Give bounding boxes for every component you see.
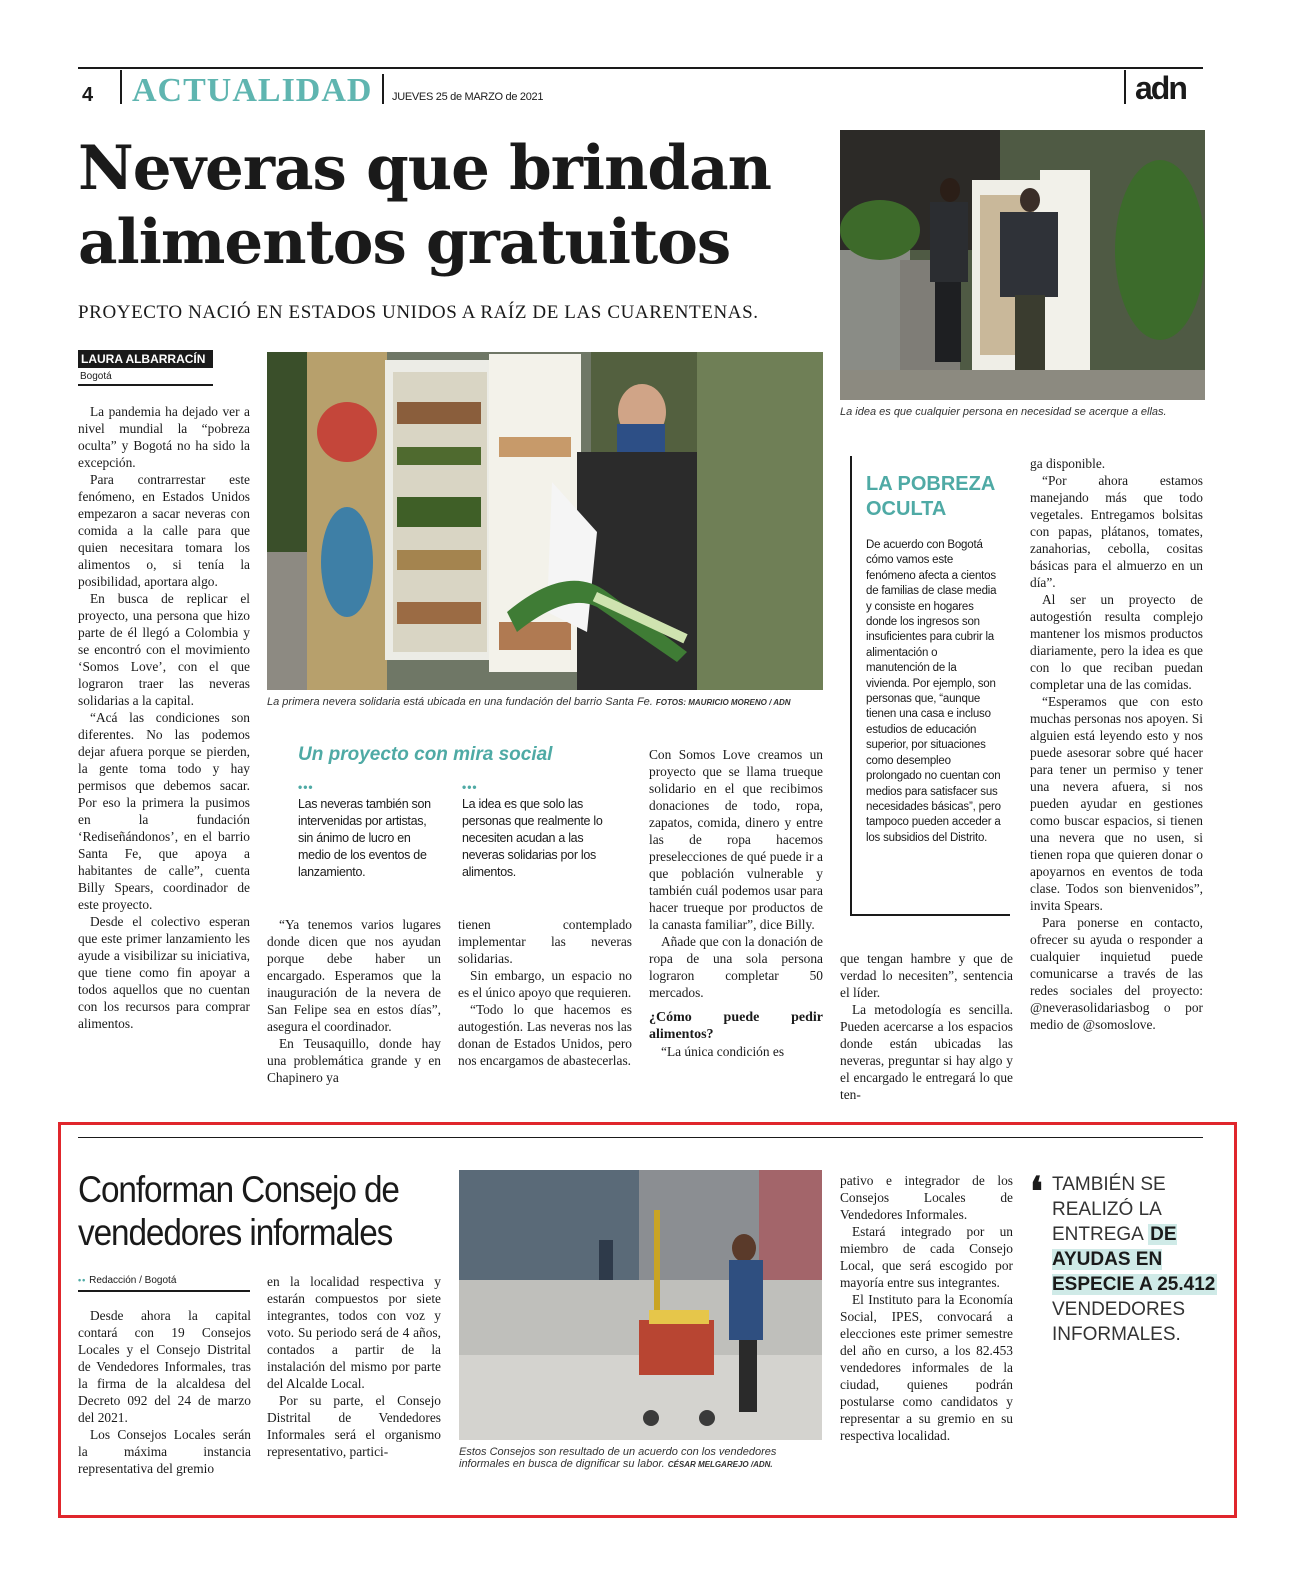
paragraph: “Ya tenemos varios lugares donde dicen que nos ayudan porque debe haber un encargado. Esperamos que la inauguración de la nevera de San Felipe sea en estos días”, asegura el coordinador. bbox=[267, 917, 441, 1034]
paragraph: “La única condición es bbox=[661, 1044, 785, 1059]
byline-author: LAURA ALBARRACÍN bbox=[78, 350, 213, 368]
vendor-photo-illustration bbox=[459, 1170, 822, 1440]
paragraph: La metodología es sencilla. Pueden acercarse a los espacios donde están ubicadas las neveras, preguntar si hay algo y el encargado le entregará lo que ten- bbox=[840, 1002, 1013, 1102]
photo-credit: CÉSAR MELGAREJO /ADN. bbox=[667, 1460, 773, 1469]
paragraph: El Instituto para la Economía Social, IPES, convocará a elecciones este primer semestre del año en curso, a los 82.453 vendedores informales de la ciudad, quienes podrán postularse como candidatos y representar a su gremio en su respectiva localidad. bbox=[840, 1292, 1013, 1443]
paragraph: Los Consejos Locales serán la máxima instancia representativa del gremio bbox=[78, 1427, 251, 1476]
fact-bullet: ••• bbox=[298, 780, 314, 794]
paragraph: Por su parte, el Consejo Distrital de Vendedores Informales será el organismo representativo, partici- bbox=[267, 1393, 441, 1459]
photo-credit: FOTOS: MAURICIO MORENO / ADN bbox=[655, 698, 791, 707]
paragraph: Desde el colectivo esperan que este primer lanzamiento les ayude a visibilizar su iniciativa, que tiene como fin apoyar a todos aquellos que no cuentan con los recursos para comprar alimentos. bbox=[78, 914, 250, 1031]
fridge-photo-2-illustration bbox=[840, 130, 1205, 400]
fridge-photo bbox=[267, 352, 823, 690]
right-photo-caption: La idea es que cualquier persona en necesidad se acerque a ellas. bbox=[840, 406, 1167, 418]
page-number: 4 bbox=[82, 84, 94, 106]
fridge-photo-illustration bbox=[267, 352, 823, 690]
subhead-social: Un proyecto con mira social bbox=[298, 744, 553, 765]
caption-text: La primera nevera solidaria está ubicada en una fundación del barrio Santa Fe. bbox=[267, 696, 653, 708]
article2-column-1 bbox=[78, 1307, 251, 1482]
paragraph: ga disponible. bbox=[1030, 456, 1106, 471]
byline-rule bbox=[78, 1290, 250, 1292]
paragraph: Al ser un proyecto de autogestión resulta complejo mantener los mismos productos diariamente, pero la idea es que con lo que reciban puedan completar una de las comidas. bbox=[1030, 592, 1203, 692]
vendor-photo bbox=[459, 1170, 822, 1440]
issue-date: JUEVES 25 de MARZO de 2021 bbox=[392, 91, 544, 103]
article-headline: Neveras que brindan alimentos gratuitos bbox=[78, 133, 771, 278]
paragraph: “Esperamos que con esto muchas personas nos apoyen. Si alguien está leyendo esto y nos puede asesorar sobre qué hacer para tener un permiso y tener una nevera afuera, si nos pueden ayudar en gestiones como buscar espacios, si tienen una nevera que no usen, si tienen ropa que quieren donar o apoyarnos en eventos de toda clase. Todos son bienvenidos”, invita Spears. bbox=[1030, 694, 1203, 913]
fridge-photo-2 bbox=[840, 130, 1205, 400]
paragraph: Para ponerse en contacto, ofrecer su ayuda o responder a cualquier inquietud puede comunicarse a través de las redes sociales del proyecto: @neverasolidariasbog o por medio de @somoslove. bbox=[1030, 915, 1203, 1032]
quote-icon: ❛ bbox=[1030, 1169, 1043, 1214]
paragraph: “Acá las condiciones son diferentes. No las podemos dejar afuera porque se pierden, la gente toma todo y hay permisos que debemos sacar. Por eso la primera la pusimos en la fundación ‘Rediseñándonos’, en el barrio Santa Fe, que apoya a habitantes de calle”, cuenta Billy Spears, coordinador de este proyecto. bbox=[78, 710, 250, 912]
paragraph: que tengan hambre y que de verdad lo necesiten”, sentencia el líder. bbox=[840, 951, 1013, 1000]
fact-1: Las neveras también son intervenidas por artistas, sin ánimo de lucro en medio de los eventos de lanzamiento. bbox=[298, 797, 431, 879]
pull-quote-highlight: DE AYUDAS EN ESPECIE A 25.412 bbox=[1052, 1224, 1216, 1295]
paragraph: Desde ahora la capital contará con 19 Consejos Locales y el Consejo Distrital de Vendedores Informales, tras la firma de la alcaldesa del Decreto 092 del 24 de marzo del 2021. bbox=[78, 1308, 251, 1425]
section-title: ACTUALIDAD bbox=[132, 72, 373, 109]
caption-text: Estos Consejos son resultado de un acuerdo con los vendedores informales en busca de dignificar su labor. bbox=[459, 1446, 777, 1470]
byline-location: Bogotá bbox=[80, 371, 112, 382]
adn-logo: adn bbox=[1135, 70, 1186, 106]
paragraph: Sin embargo, un espacio no es el único apoyo que requieren. bbox=[458, 968, 632, 1000]
paragraph: Añade que con la donación de ropa de una sola persona lograron completar 50 mercados. bbox=[649, 934, 823, 1000]
article-column-2 bbox=[267, 916, 441, 1106]
paragraph: Estará integrado por un miembro de cada Consejo Local, que será escogido por mayoría entre sus integrantes. bbox=[840, 1224, 1013, 1290]
sidebar-rule bbox=[850, 456, 852, 916]
paragraph: La pandemia ha dejado ver a nivel mundial la “pobreza oculta” y Bogotá no ha sido la excepción. bbox=[78, 404, 250, 470]
fact-2: La idea es que solo las personas que realmente lo necesiten acudan a las neveras solidarias por los alimentos. bbox=[462, 797, 603, 879]
fact-bullet: ••• bbox=[462, 780, 478, 794]
byline-rule bbox=[78, 384, 213, 386]
vendor-photo-caption bbox=[459, 1446, 822, 1470]
article2-column-3 bbox=[840, 1172, 1013, 1482]
header-rule bbox=[78, 67, 1203, 69]
paragraph: En Teusaquillo, donde hay una problemática grande y en Chapinero ya bbox=[267, 1036, 441, 1085]
pull-quote-post: VENDEDORES INFORMALES. bbox=[1052, 1299, 1186, 1345]
paragraph: “Por ahora estamos manejando más que todo vegetales. Entregamos bolsitas con papas, plátanos, tomates, zanahorias, cebolla, cositas básicas para el almuerzo en un día”. bbox=[1030, 473, 1203, 590]
pull-quote-pre: TAMBIÉN SE REALIZÓ LA ENTREGA bbox=[1052, 1174, 1166, 1245]
paragraph: En busca de replicar el proyecto, una persona que hizo parte de él llegó a Colombia y se encontró con el movimiento ‘Somos Love’, con el que lograron traer las neveras solidarias a la capital. bbox=[78, 591, 250, 708]
sidebar-title: LA POBREZA OCULTA bbox=[866, 473, 995, 520]
paragraph: pativo e integrador de los Consejos Locales de Vendedores Informales. bbox=[840, 1173, 1013, 1222]
article2-column-2 bbox=[267, 1273, 441, 1482]
paragraph: en la localidad respectiva y estarán compuestos por siete integrantes, todos con voz y voto. Su periodo será de 4 años, contados a partir de la instalación del mismo por parte del Alcalde Local. bbox=[267, 1274, 441, 1391]
article-column-1 bbox=[78, 403, 250, 1105]
article2-byline bbox=[78, 1275, 176, 1286]
paragraph: Para contrarrestar este fenómeno, en Estados Unidos empezaron a sacar neveras con comida a la calle para que quien necesitara tomara los alimentos o, si tenía la posibilidad, aportara algo. bbox=[78, 472, 250, 589]
byline-bullet: •• bbox=[78, 1275, 87, 1285]
header-divider bbox=[120, 70, 122, 104]
article-column-3 bbox=[458, 916, 632, 1106]
paragraph: Con Somos Love creamos un proyecto que se llama trueque solidario en el que recibimos donaciones de todo, ropa, zapatos, comida, dinero y entre las de ropa hacemos preselecciones de qué puede ir a que población vulnerable y también cuál podemos usar para hacer trueque por productos de la canasta familiar”, dice Billy. bbox=[649, 747, 823, 932]
paragraph: “Todo lo que hacemos es autogestión. Las neveras nos las donan de Estados Unidos, pero nos encargamos de abastecerlas. bbox=[458, 1002, 632, 1068]
header-divider bbox=[1124, 70, 1126, 104]
paragraph: tienen contemplado implementar las neveras solidarias. bbox=[458, 917, 632, 966]
sidebar-text: De acuerdo con Bogotá cómo vamos este fenómeno afecta a cientos de familias de clase media y consiste en hogares donde los ingresos son insuficientes para cubrir la alimentación o manutención de la vivienda. Por ejemplo, son personas que, “aunque tienen una casa e incluso estudios de educación superior, por situaciones como desempleo prolongado no cuentan con medios para satisfacer sus necesidades básicas”, pero tampoco pueden acceder a los subsidios del Distrito. bbox=[866, 539, 1001, 844]
main-photo-caption bbox=[267, 696, 823, 708]
article2-headline: Conforman Consejo de vendedores informales bbox=[78, 1169, 399, 1253]
article-column-5 bbox=[840, 950, 1013, 1106]
article-column-4 bbox=[649, 746, 823, 1106]
article-column-6 bbox=[1030, 455, 1203, 1106]
pull-quote bbox=[1052, 1172, 1222, 1347]
article-deck: PROYECTO NACIÓ EN ESTADOS UNIDOS A RAÍZ DE LAS CUARENTENAS. bbox=[78, 302, 759, 323]
byline-text: Redacción / Bogotá bbox=[89, 1275, 177, 1286]
header-divider bbox=[382, 74, 384, 104]
column-subhead: ¿Cómo puede pedir alimentos? bbox=[649, 1010, 823, 1042]
sidebar-rule bbox=[850, 914, 1010, 916]
